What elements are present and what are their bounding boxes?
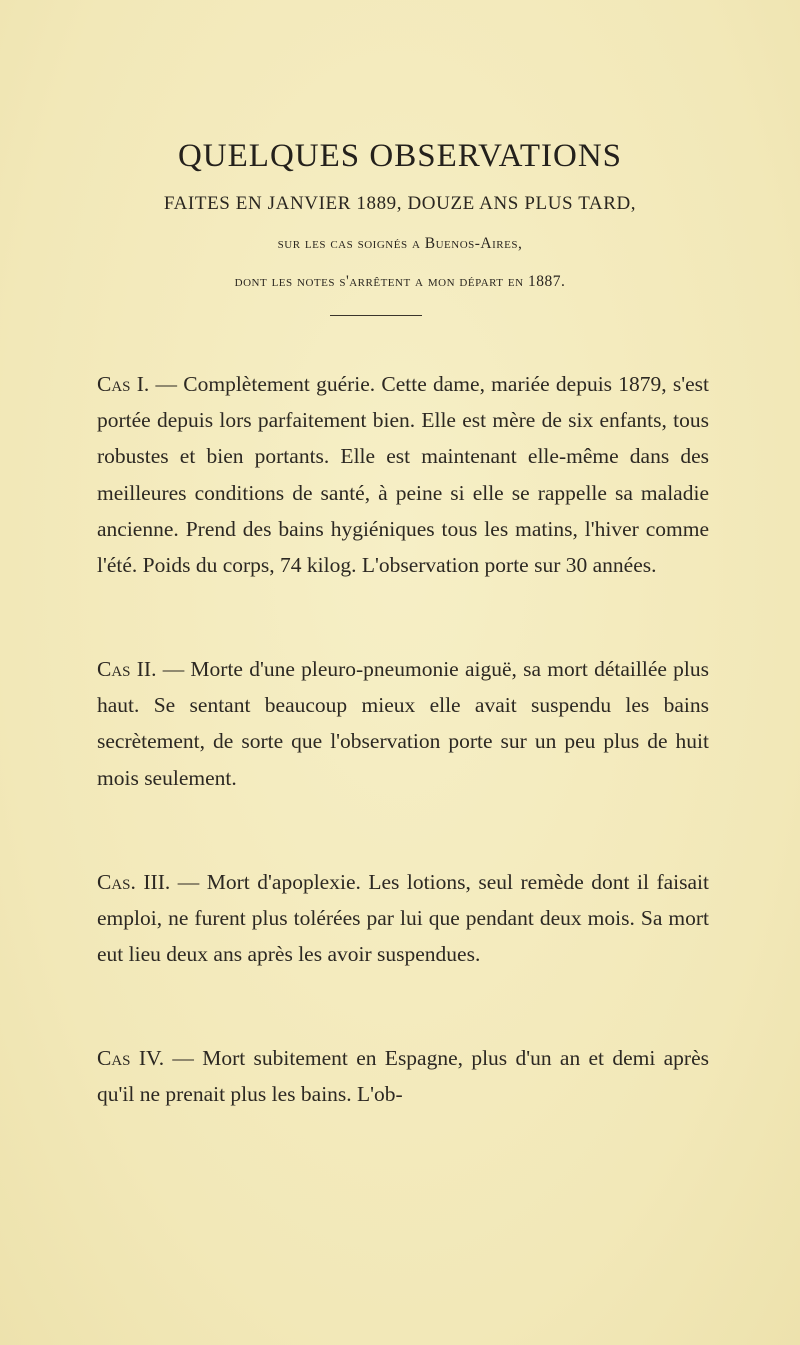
page-subtitle: FAITES EN JANVIER 1889, DOUZE ANS PLUS TARD, xyxy=(163,193,637,214)
subtitle-line-3: dont les notes s'arrêtent a mon départ en 1887. xyxy=(234,273,566,290)
case-paragraph xyxy=(97,651,709,796)
subtitle-line-2: sur les cas soignés a Buenos-Aires, xyxy=(277,235,523,252)
page-title: QUELQUES OBSERVATIONS xyxy=(177,138,623,174)
case-text: — Mort d'apoplexie. Les lotions, seul remède dont il faisait emploi, ne furent plus tolérées par lui que pendant deux mois. Sa mort eut lieu deux ans après les avoir suspendues. xyxy=(97,870,709,967)
case-label: Cas IV. xyxy=(97,1046,165,1070)
case-text: — Morte d'une pleuro-pneumonie aiguë, sa mort détaillée plus haut. Se sentant beaucoup mieux elle avait suspendu les bains secrètement, de sorte que l'observation porte sur un peu plus de huit mois seulement. xyxy=(97,657,709,790)
case-label: Cas I. xyxy=(97,372,150,396)
section-divider xyxy=(330,315,422,316)
case-paragraph xyxy=(97,366,709,583)
case-label: Cas II. xyxy=(97,657,157,681)
case-label: Cas. III. xyxy=(97,870,171,894)
case-text: — Complètement guérie. Cette dame, mariée depuis 1879, s'est portée depuis lors parfaitement bien. Elle est mère de six enfants, tous robustes et bien portants. Elle est maintenant elle-même dans des meilleures conditions de santé, à peine si elle se rappelle sa maladie ancienne. Prend des bains hygiéniques tous les matins, l'hiver comme l'été. Poids du corps, 74 kilog. L'observation porte sur 30 années. xyxy=(97,372,709,578)
case-text: — Mort subitement en Espagne, plus d'un an et demi après qu'il ne prenait plus les bains. L'ob- xyxy=(97,1046,709,1107)
case-paragraph xyxy=(97,1040,709,1112)
case-paragraph xyxy=(97,864,709,973)
